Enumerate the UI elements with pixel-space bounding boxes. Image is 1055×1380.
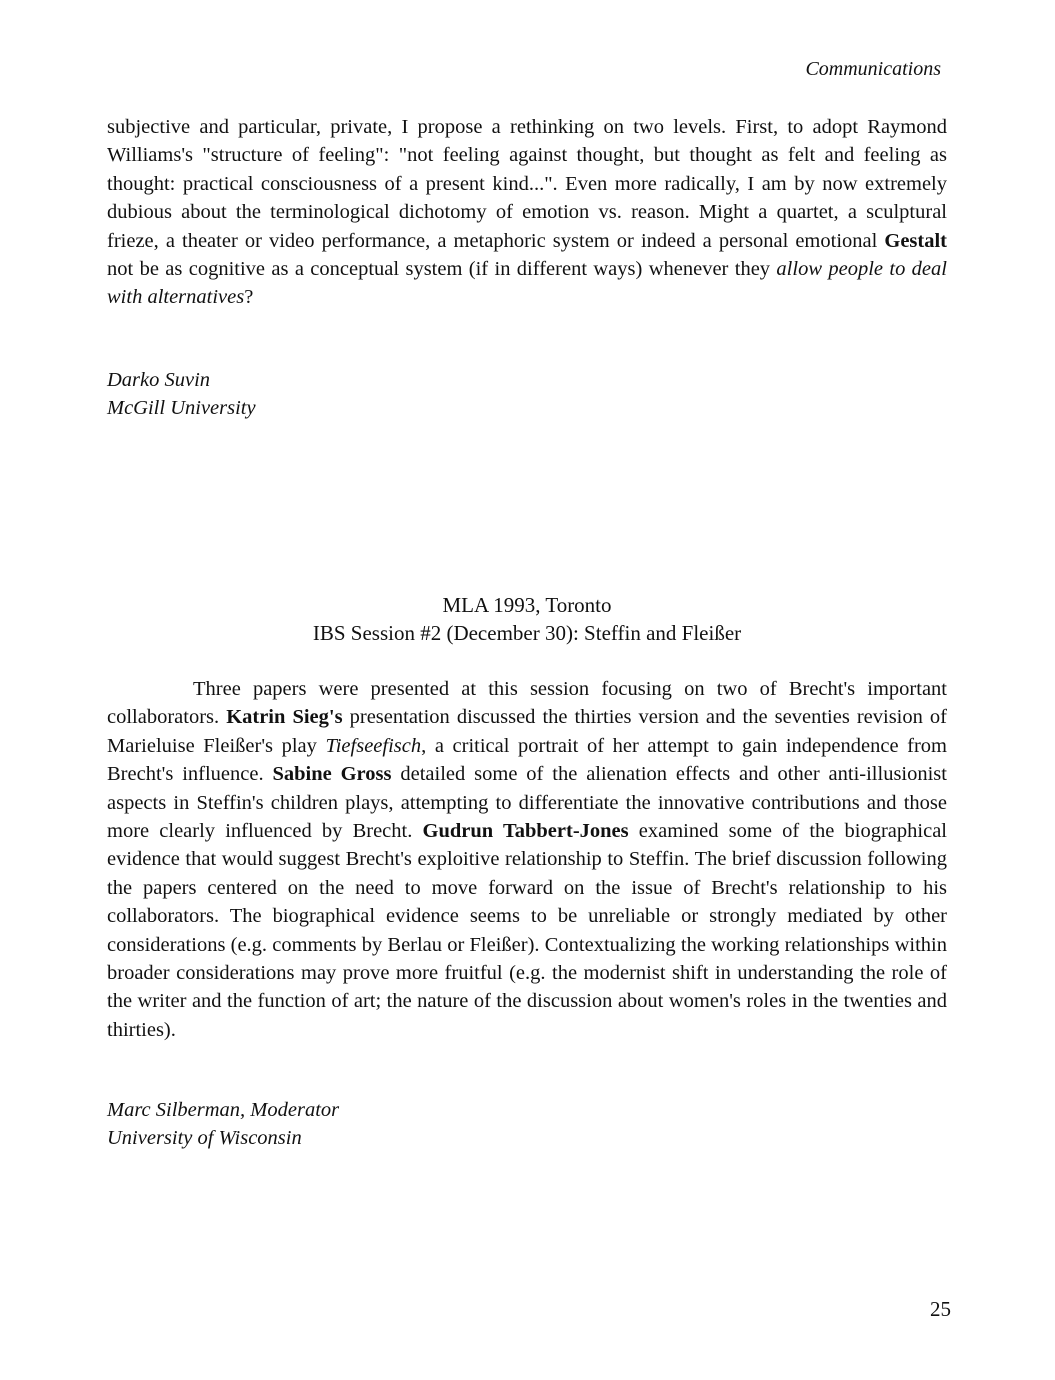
presenter-name: Katrin Sieg's	[226, 706, 343, 729]
section-subtitle: IBS Session #2 (December 30): Steffin and Fleißer	[312, 621, 742, 645]
presenter-name: Sabine Gross	[272, 763, 392, 786]
emphasis-phrase: allow people to deal with alternatives	[107, 258, 947, 309]
page-number: 25	[930, 1297, 951, 1321]
text-segment: detailed some of the alienation effects and other anti-illusionist aspects in Steffin's children plays, attempting to differentiate the innovative contributions and those more clearly influenced by Brecht.	[107, 763, 947, 843]
text-segment: presentation discussed the thirties version and the seventies revision of Marieluise Fleißer's play	[107, 706, 947, 757]
gestalt-term: Gestalt	[884, 229, 947, 252]
text-segment: not be as cognitive as a conceptual system (if in different ways) whenever they	[107, 258, 777, 281]
paragraph-williams	[107, 113, 947, 312]
author-name: Marc Silberman, Moderator	[107, 1099, 340, 1121]
text-segment: examined some of the biographical evidence that would suggest Brecht's exploitive relationship to Steffin. The brief discussion following the papers centered on the need to move forward on the issue of Brecht's relationship to his collaborators. The biographical evidence seems to be unreliable or strongly mediated by other considerations (e.g. comments by Berlau or Fleißer). Contextualizing the working relationships within broader considerations may prove more fruitful (e.g. the modernist shift in understanding the role of the writer and the function of art; the nature of the discussion about women's roles in the twenties and thirties).	[107, 820, 947, 1041]
author-affiliation: University of Wisconsin	[107, 1127, 302, 1150]
text-segment: Three papers were presented at this session focusing on two of Brecht's important collaborators.	[107, 678, 947, 729]
play-title: Tiefseefisch	[325, 734, 422, 757]
running-head: Communications	[805, 58, 941, 80]
signature-suvin	[107, 366, 947, 423]
text-segment: , a critical portrait of her attempt to gain independence from Brecht's influence.	[107, 734, 947, 786]
section-title: MLA 1993, Toronto	[442, 593, 612, 617]
signature-silberman	[107, 1096, 947, 1153]
section-heading	[107, 591, 947, 647]
author-name: Darko Suvin	[107, 369, 211, 391]
paragraph-session-report	[107, 675, 947, 1044]
author-affiliation: McGill University	[107, 397, 256, 420]
presenter-name: Gudrun Tabbert-Jones	[422, 820, 629, 843]
text-segment: subjective and particular, private, I propose a rethinking on two levels. First, to adopt Raymond Williams's "structure of feeling": "not feeling against thought, but thought as felt and feeling as thought: practical consciousness of a present kind...". Even more radically, I am by now extremely dubious about the terminological dichotomy of emotion vs. reason. Might a quartet, a sculptural frieze, a theater or video performance, a metaphoric system or indeed a personal emotional	[107, 116, 947, 252]
text-segment: ?	[244, 286, 254, 309]
